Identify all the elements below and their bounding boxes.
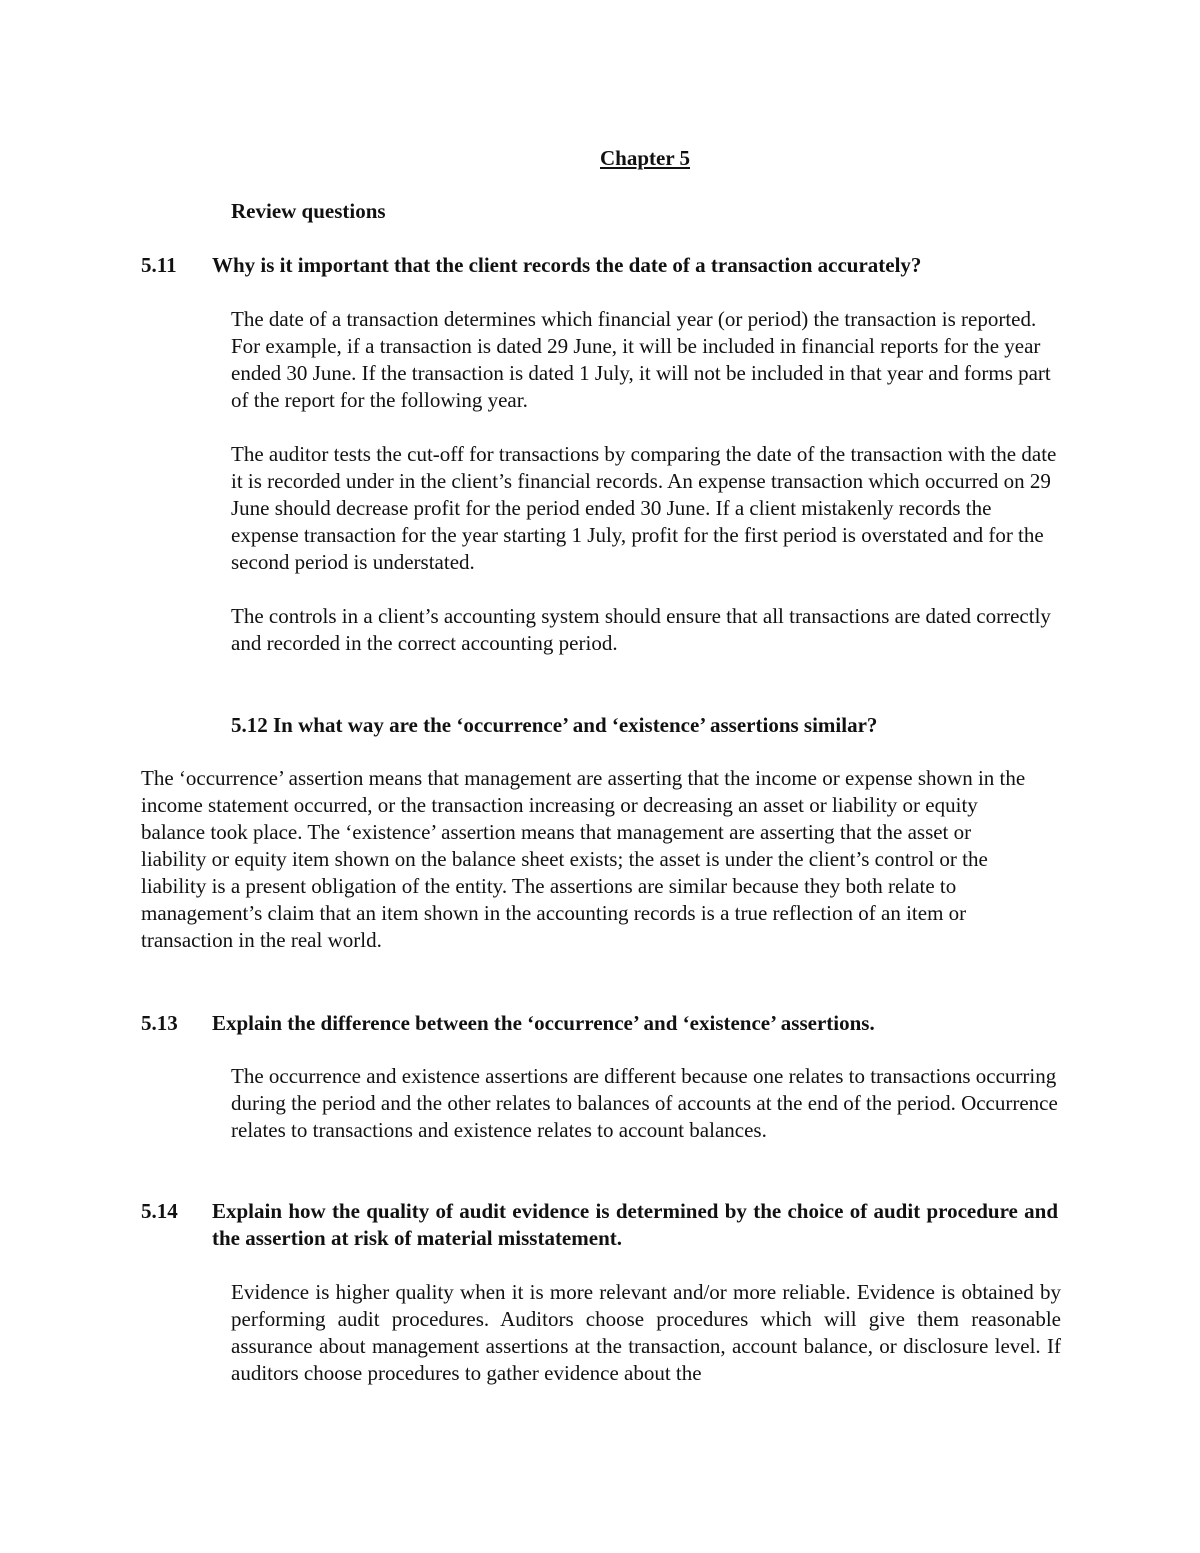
answer-5-13: The occurrence and existence assertions are different because one relates to transactions occurring during the period and the other relates to balances of accounts at the end of the period. Occurrence relates to transactions and existence relates to account balances. xyxy=(231,1064,1058,1142)
question-5-14: Explain how the quality of audit evidence is determined by the choice of audit procedure and the assertion at risk of material misstatement. xyxy=(212,1199,1058,1250)
question-5-13: Explain the difference between the ‘occurrence’ and ‘existence’ assertions. xyxy=(212,1011,875,1035)
answer-5-11-paragraph-1: The date of a transaction determines which financial year (or period) the transaction is reported. For example, if a transaction is dated 29 June, it will be included in financial reports for the year ended 30 June. If the transaction is dated 1 July, it will not be included in that year and forms part of the report for the following year. xyxy=(231,307,1051,412)
question-5-12: 5.12 In what way are the ‘occurrence’ and ‘existence’ assertions similar? xyxy=(231,713,878,737)
section-heading: Review questions xyxy=(231,199,386,223)
answer-5-14: Evidence is higher quality when it is more relevant and/or more reliable. Evidence is obtained by performing audit procedures. Auditors choose procedures which will give them reasonable assurance about management assertions at the transaction, account balance, or disclosure level. If auditors choose procedures to gather evidence about the xyxy=(231,1280,1061,1385)
chapter-title: Chapter 5 xyxy=(599,146,691,170)
question-number-5-14: 5.14 xyxy=(141,1199,178,1223)
answer-5-12: The ‘occurrence’ assertion means that management are asserting that the income or expense shown in the income statement occurred, or the transaction increasing or decreasing an asset or liability or equity balance took place. The ‘existence’ assertion means that management are asserting that the asset or liability or equity item shown on the balance sheet exists; the asset is under the client’s control or the liability is a present obligation of the entity. The assertions are similar because they both relate to management’s claim that an item shown in the accounting records is a true reflection of an item or transaction in the real world. xyxy=(141,766,1026,952)
answer-5-11-paragraph-2: The auditor tests the cut-off for transactions by comparing the date of the transaction with the date it is recorded under in the client’s financial records. An expense transaction which occurred on 29 June should decrease profit for the period ended 30 June. If a client mistakenly records the expense transaction for the year starting 1 July, profit for the first period is overstated and for the second period is understated. xyxy=(231,442,1057,574)
question-number-5-13: 5.13 xyxy=(141,1011,178,1035)
question-number-5-11: 5.11 xyxy=(141,253,177,277)
question-5-11: Why is it important that the client records the date of a transaction accurately? xyxy=(212,253,922,277)
answer-5-11-paragraph-3: The controls in a client’s accounting system should ensure that all transactions are dated correctly and recorded in the correct accounting period. xyxy=(231,604,1051,655)
